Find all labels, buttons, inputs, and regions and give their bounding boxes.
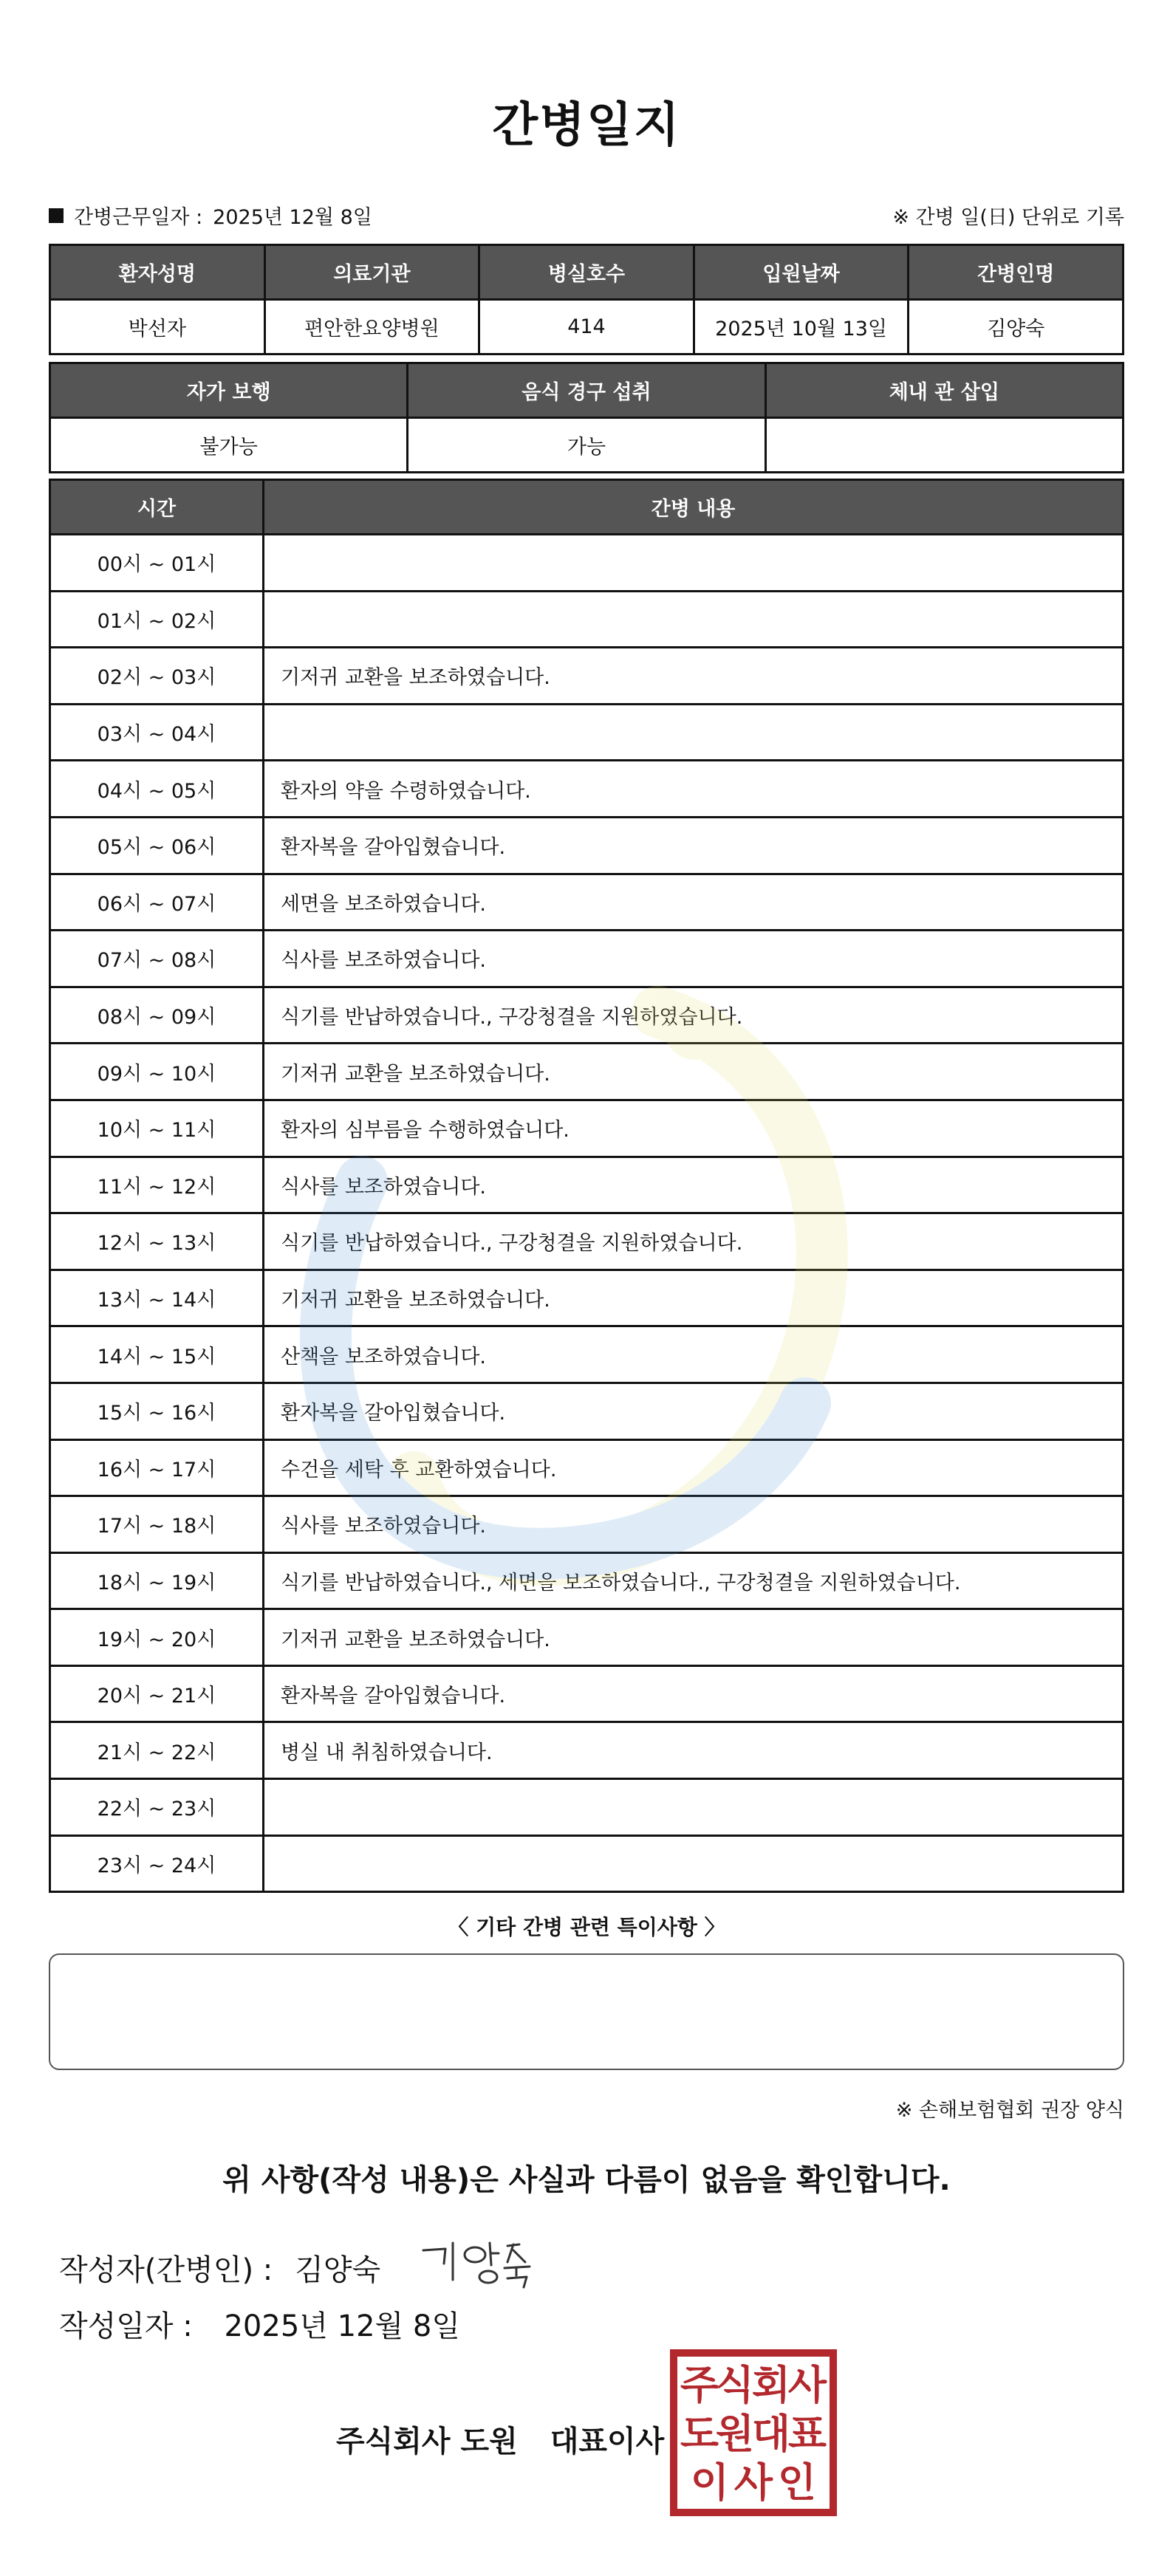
work-date-value: 2025년 12월 8일 (213, 206, 372, 229)
table-row (50, 1270, 1124, 1326)
table-row (50, 300, 1124, 354)
care-content: 기저귀 교환을 보조하였습니다. (264, 1044, 1124, 1100)
care-content: 기저귀 교환을 보조하였습니다. (264, 1270, 1124, 1326)
writer-label: 작성자(간병인) : (59, 2253, 273, 2287)
work-date (49, 201, 372, 230)
svg-text:원: 원 (715, 2411, 755, 2457)
svg-text:회: 회 (751, 2362, 791, 2408)
table-row (50, 1326, 1124, 1383)
time-slot: 15시 ~ 16시 (50, 1383, 264, 1439)
care-content: 식기를 반납하였습니다., 구강청결을 지원하였습니다. (264, 1213, 1124, 1270)
svg-text:식: 식 (715, 2362, 755, 2408)
table-row (50, 1665, 1124, 1722)
time-slot: 16시 ~ 17시 (50, 1439, 264, 1496)
table-header-row (50, 245, 1124, 300)
table-row (50, 1383, 1124, 1439)
time-slot: 10시 ~ 11시 (50, 1100, 264, 1157)
special-notes-box (49, 1953, 1124, 2070)
time-slot: 03시 ~ 04시 (50, 704, 264, 761)
institution: 편안한요양병원 (264, 300, 479, 354)
time-slot: 19시 ~ 20시 (50, 1609, 264, 1666)
patient-name: 박선자 (50, 300, 265, 354)
care-content: 환자복을 갈아입혔습니다. (264, 1665, 1124, 1722)
header-institution: 의료기관 (264, 245, 479, 300)
written-date-label: 작성일자 : (59, 2309, 193, 2343)
record-unit-note: ※ 간병 일(日) 단위로 기록 (892, 206, 1124, 229)
table-row (50, 1835, 1124, 1892)
company-line (336, 2418, 664, 2460)
time-slot: 14시 ~ 15시 (50, 1326, 264, 1383)
header-patient-name: 환자성명 (50, 245, 265, 300)
care-content (264, 1779, 1124, 1836)
table-row (50, 931, 1124, 987)
confirmation-statement: 위 사항(작성 내용)은 사실과 다름이 없음을 확인합니다. (222, 2163, 951, 2197)
care-content: 환자의 심부름을 수행하였습니다. (264, 1100, 1124, 1157)
oral-intake-value: 가능 (408, 418, 765, 473)
table-row (50, 704, 1124, 761)
table-row (50, 1722, 1124, 1779)
time-slot: 07시 ~ 08시 (50, 931, 264, 987)
table-header-row (50, 480, 1124, 535)
care-content (264, 591, 1124, 648)
table-header-row (50, 363, 1124, 418)
header-caregiver-name: 간병인명 (909, 245, 1124, 300)
writer-name: 김양숙 (295, 2253, 381, 2287)
svg-text:주: 주 (680, 2362, 719, 2408)
company-name: 주식회사 도원 (336, 2425, 518, 2459)
table-row (50, 874, 1124, 931)
table-row (50, 761, 1124, 818)
time-slot: 06시 ~ 07시 (50, 874, 264, 931)
time-slot: 02시 ~ 03시 (50, 648, 264, 705)
company-seal-stamp (669, 2349, 838, 2517)
table-row (50, 1100, 1124, 1157)
representative-title: 대표이사 (550, 2425, 665, 2459)
care-content (264, 704, 1124, 761)
table-row (50, 418, 1124, 473)
care-content: 환자복을 갈아입혔습니다. (264, 817, 1124, 874)
care-content: 환자복을 갈아입혔습니다. (264, 1383, 1124, 1439)
patient-status-table (49, 362, 1124, 473)
care-content: 산책을 보조하였습니다. (264, 1326, 1124, 1383)
written-date-value: 2025년 12월 8일 (224, 2309, 460, 2343)
header-room-number: 병실호수 (479, 245, 694, 300)
care-content: 세면을 보조하였습니다. (264, 874, 1124, 931)
time-slot: 20시 ~ 21시 (50, 1665, 264, 1722)
time-slot: 13시 ~ 14시 (50, 1270, 264, 1326)
care-log-table (49, 479, 1124, 1893)
time-slot: 04시 ~ 05시 (50, 761, 264, 818)
time-slot: 18시 ~ 19시 (50, 1552, 264, 1609)
table-row (50, 1213, 1124, 1270)
time-slot: 23시 ~ 24시 (50, 1835, 264, 1892)
care-content: 식사를 보조하였습니다. (264, 931, 1124, 987)
time-slot: 12시 ~ 13시 (50, 1213, 264, 1270)
table-row (50, 1779, 1124, 1836)
time-slot: 21시 ~ 22시 (50, 1722, 264, 1779)
special-notes-title: 〈 기타 간병 관련 특이사항 〉 (448, 1915, 725, 1939)
svg-text:사: 사 (733, 2459, 773, 2506)
time-slot: 01시 ~ 02시 (50, 591, 264, 648)
header-self-walking: 자가 보행 (50, 363, 408, 418)
table-row (50, 987, 1124, 1044)
svg-text:표: 표 (787, 2411, 827, 2457)
header-time: 시간 (50, 480, 264, 535)
header-tube-insertion: 체내 관 삽입 (765, 363, 1123, 418)
care-content: 식기를 반납하였습니다., 세면을 보조하였습니다., 구강청결을 지원하였습니다. (264, 1552, 1124, 1609)
table-row (50, 1439, 1124, 1496)
table-row (50, 1496, 1124, 1553)
table-row (50, 591, 1124, 648)
table-row (50, 1157, 1124, 1213)
svg-text:인: 인 (777, 2459, 817, 2506)
time-slot: 22시 ~ 23시 (50, 1779, 264, 1836)
table-row (50, 817, 1124, 874)
written-date-line (59, 2303, 460, 2345)
document-title: 간병일지 (492, 98, 681, 153)
table-row (50, 648, 1124, 705)
care-content: 식기를 반납하였습니다., 구강청결을 지원하였습니다. (264, 987, 1124, 1044)
admission-date: 2025년 10월 13일 (694, 300, 909, 354)
self-walking-value: 불가능 (50, 418, 408, 473)
table-row (50, 1044, 1124, 1100)
svg-text:이: 이 (690, 2459, 730, 2506)
handwritten-signature (417, 2234, 543, 2301)
time-slot: 08시 ~ 09시 (50, 987, 264, 1044)
care-content: 병실 내 취침하였습니다. (264, 1722, 1124, 1779)
care-content: 식사를 보조하였습니다. (264, 1496, 1124, 1553)
svg-text:도: 도 (680, 2411, 719, 2457)
header-admission-date: 입원날짜 (694, 245, 909, 300)
patient-info-table (49, 244, 1124, 355)
header-oral-intake: 음식 경구 섭취 (408, 363, 765, 418)
tube-insertion-value (765, 418, 1123, 473)
time-slot: 11시 ~ 12시 (50, 1157, 264, 1213)
care-content: 기저귀 교환을 보조하였습니다. (264, 648, 1124, 705)
care-content: 환자의 약을 수령하였습니다. (264, 761, 1124, 818)
form-source-note: ※ 손해보험협회 권장 양식 (895, 2099, 1124, 2122)
time-slot: 00시 ~ 01시 (50, 535, 264, 592)
care-content (264, 1835, 1124, 1892)
header-care-content: 간병 내용 (264, 480, 1124, 535)
writer-line (59, 2234, 543, 2301)
square-bullet-icon (49, 208, 64, 223)
care-content (264, 535, 1124, 592)
caregiver-name: 김양숙 (909, 300, 1124, 354)
table-row (50, 535, 1124, 592)
care-content: 수건을 세탁 후 교환하였습니다. (264, 1439, 1124, 1496)
care-content: 식사를 보조하였습니다. (264, 1157, 1124, 1213)
table-row (50, 1552, 1124, 1609)
care-content: 기저귀 교환을 보조하였습니다. (264, 1609, 1124, 1666)
time-slot: 05시 ~ 06시 (50, 817, 264, 874)
svg-text:대: 대 (751, 2411, 791, 2457)
time-slot: 09시 ~ 10시 (50, 1044, 264, 1100)
work-date-label: 간병근무일자 : (74, 206, 203, 229)
table-row (50, 1609, 1124, 1666)
room-number: 414 (479, 300, 694, 354)
svg-text:사: 사 (787, 2362, 827, 2408)
time-slot: 17시 ~ 18시 (50, 1496, 264, 1553)
